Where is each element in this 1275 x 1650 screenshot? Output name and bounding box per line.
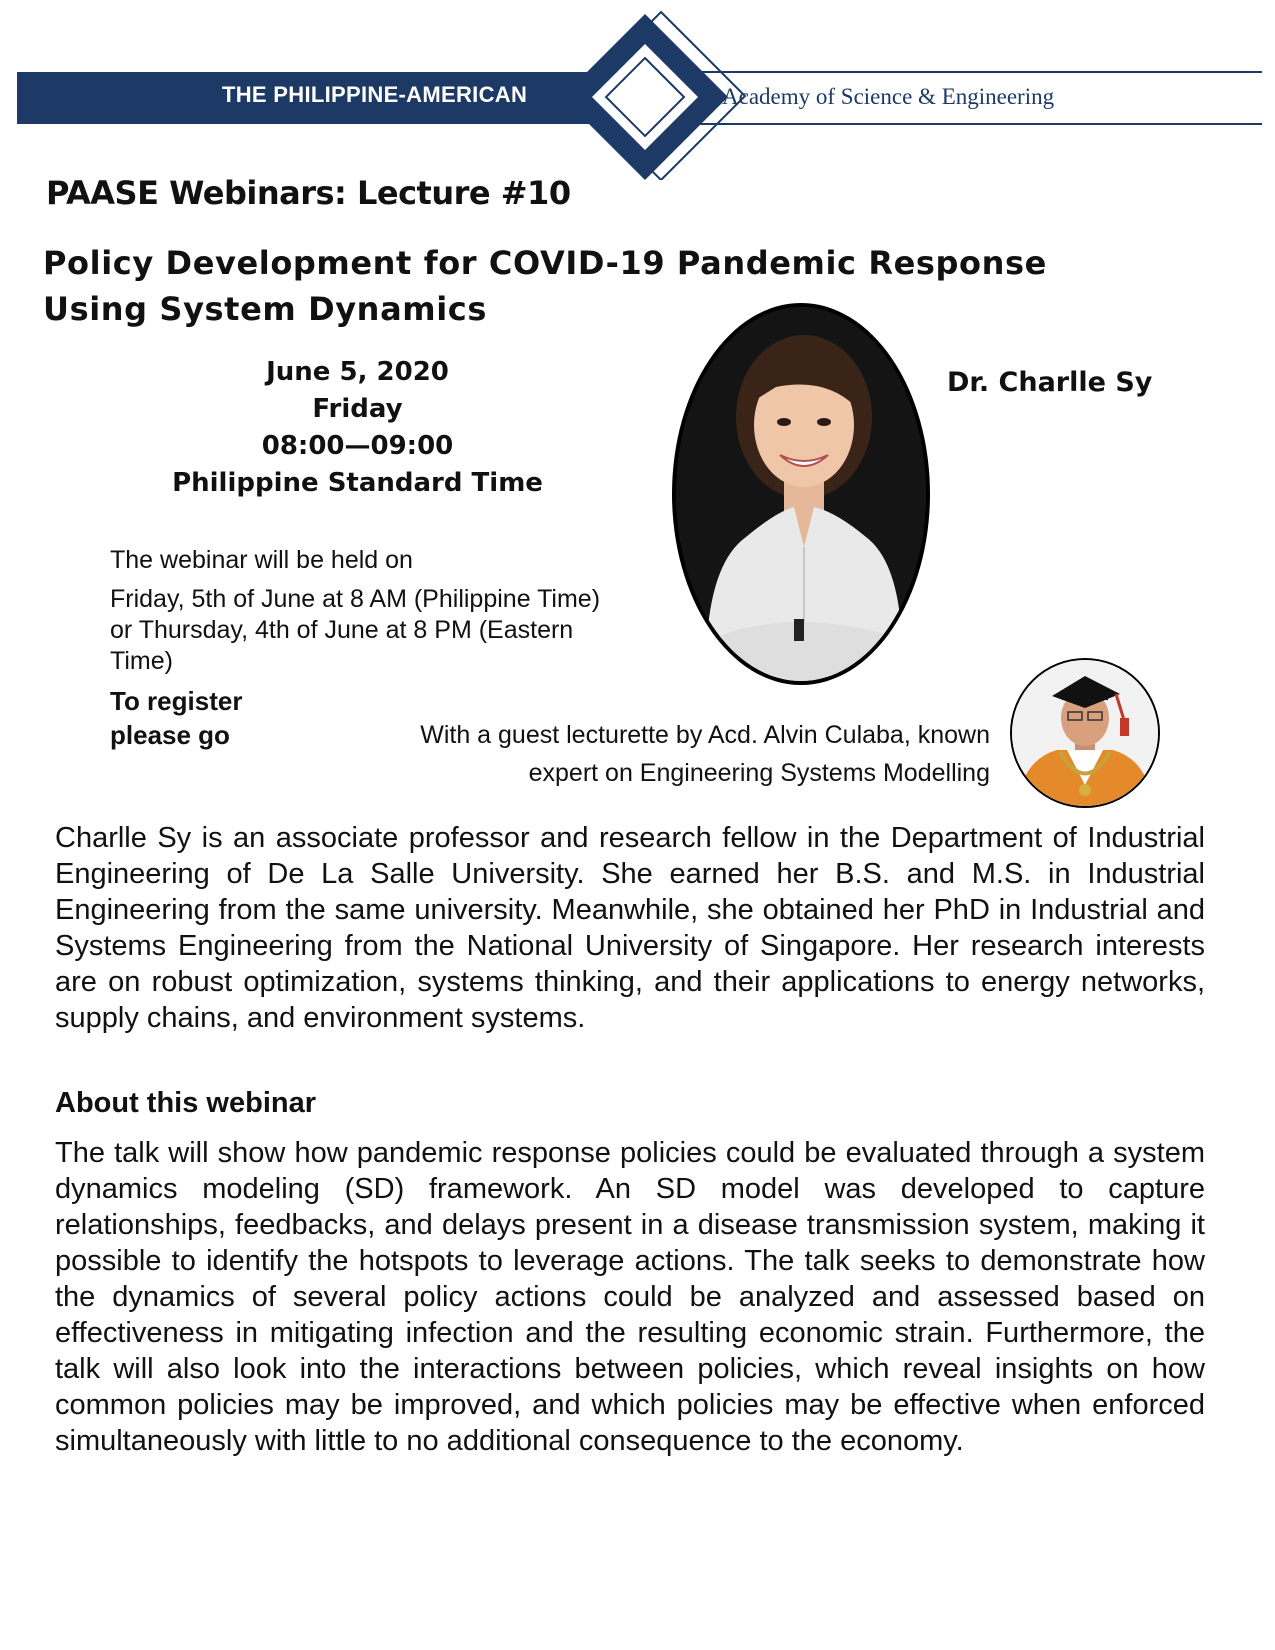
held-line1: The webinar will be held on — [110, 546, 413, 574]
guest-portrait-icon — [1012, 660, 1158, 806]
guest-line2: expert on Engineering Systems Modelling — [528, 759, 990, 787]
event-date: June 5, 2020 — [266, 357, 449, 387]
speaker-photo — [672, 303, 930, 685]
guest-lecture-note — [300, 716, 990, 792]
register-link[interactable]: To register please go — [110, 686, 243, 750]
series-heading: PAASE Webinars: Lecture #10 — [46, 174, 571, 212]
event-day: Friday — [312, 394, 403, 424]
guest-line1: With a guest lecturette by Acd. Alvin Culaba, known — [420, 721, 990, 749]
event-time: 08:00—09:00 — [261, 431, 454, 461]
held-line2: Friday, 5th of June at 8 AM (Philippine Time) or Thursday, 4th of June at 8 PM (Eastern Time) — [110, 585, 601, 675]
event-timezone: Philippine Standard Time — [172, 468, 543, 498]
paase-logo-graphic — [0, 0, 1275, 180]
org-name-right: Academy of Science & Engineering — [722, 84, 1055, 109]
speaker-name: Dr. Charlle Sy — [947, 367, 1153, 398]
header-banner — [0, 0, 1275, 180]
schedule-block — [150, 354, 565, 502]
lecture-title — [43, 240, 1143, 332]
guest-photo — [1010, 658, 1160, 808]
webinar-schedule-note — [110, 545, 610, 677]
speaker-portrait-icon — [676, 307, 926, 681]
lecture-title-line1: Policy Development for COVID-19 Pandemic Response — [43, 244, 1047, 282]
about-heading: About this webinar — [55, 1087, 316, 1119]
about-text: The talk will show how pandemic response policies could be evaluated through a system dynamics modeling (SD) framework. An SD model was developed to capture relationships, feedbacks, and delays present in a disease transmission system, making it possible to identify the hotspots to leverage actions. The talk seeks to demonstrate how the dynamics of several policy actions could be analyzed and assessed based on effectiveness in mitigating infection and the resulting economic strain. Furthermore, the talk will also look into the interactions between policies, which reveal insights on how common policies may be improved, and which policies may be effective when enforced simultaneously with little to no additional consequence to the economy. — [55, 1137, 1205, 1457]
org-name-left: THE PHILIPPINE-AMERICAN — [222, 82, 528, 107]
lecture-title-line2: Using System Dynamics — [43, 290, 487, 328]
speaker-bio: Charlle Sy is an associate professor and research fellow in the Department of Industrial Engineering of De La Salle University. She earned her B.S. and M.S. in Industrial Engineering from the same university. Meanwhile, she obtained her PhD in Industrial and Systems Engineering from the National University of Singapore. Her research interests are on robust optimization, systems thinking, and their applications to energy networks, supply chains, and environment systems. — [55, 822, 1205, 1034]
